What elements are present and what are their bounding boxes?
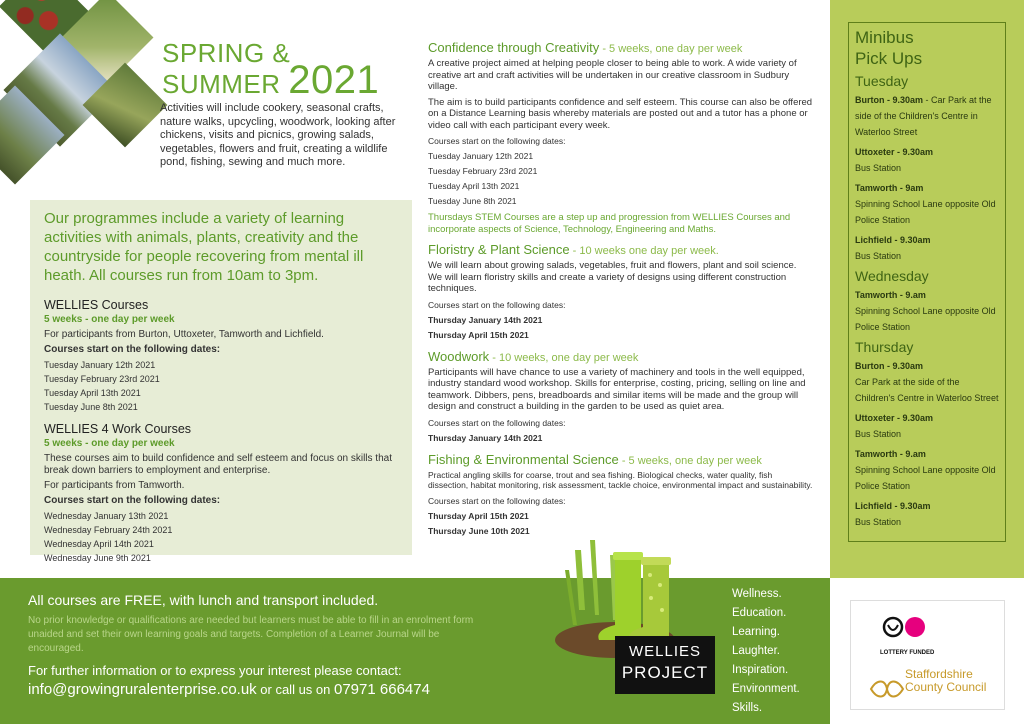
course-body: We will learn about growing salads, vegetables, fruit and flowers, plant and soil science. We will learn floristry skills and create a variety of designs using different construction techniques. bbox=[428, 260, 797, 294]
work-dates-head: Courses start on the following dates: bbox=[44, 495, 221, 506]
pickup-stop: Lichfield - 9.30am Bus Station bbox=[855, 235, 931, 261]
title-line1: SPRING & bbox=[162, 38, 291, 68]
work-desc: These courses aim to build confidence and self esteem and focus on skills that break down barriers to employment and enterprise. bbox=[44, 453, 392, 476]
stem-note: Thursdays STEM Courses are a step up and progression from WELLIES Courses and incorporate aspects of Science, Technology, Engineering and Maths. bbox=[428, 212, 791, 235]
course-name: Fishing & Environmental Science bbox=[428, 451, 619, 467]
date-item: Wednesday June 9th 2021 bbox=[44, 553, 151, 563]
wellies-desc: For participants from Burton, Uttoxeter, Tamworth and Lichfield. bbox=[44, 329, 324, 340]
lottery-logo-icon bbox=[851, 601, 1006, 711]
course-body: A creative project aimed at helping people closer to being able to work. A wide variety of creative art and craft activities will be undertaken in our creative classroom in Sudbury village. bbox=[428, 58, 797, 92]
date-item: Tuesday June 8th 2021 bbox=[428, 196, 517, 206]
wellies-title: WELLIES Courses bbox=[44, 298, 149, 312]
date-item: Thursday January 14th 2021 bbox=[428, 314, 543, 325]
programmes-box bbox=[30, 200, 412, 563]
logo-line1: WELLIES bbox=[628, 643, 702, 660]
date-item: Tuesday June 8th 2021 bbox=[44, 402, 138, 412]
course-sub: - 5 weeks, one day per week bbox=[618, 454, 762, 467]
acrostic-item: Learning. bbox=[732, 626, 780, 638]
day-heading: Wednesday bbox=[855, 268, 929, 284]
title-line2: SUMMER bbox=[162, 69, 281, 99]
course-fishing bbox=[428, 452, 813, 539]
wellies-acrostic bbox=[732, 585, 800, 718]
day-heading: Tuesday bbox=[855, 73, 909, 89]
course-sub: - 10 weeks one day per week. bbox=[569, 245, 719, 257]
lottery-funded-label: LOTTERY FUNDED bbox=[880, 650, 935, 656]
pickup-stop: Burton - 9.30am - Car Park at the side of the Children's Centre in Waterloo Street bbox=[855, 95, 992, 137]
courses-column bbox=[428, 40, 813, 545]
page-title bbox=[162, 38, 412, 102]
pickup-stop: Tamworth - 9.am Spinning School Lane opposite Old Police Station bbox=[855, 449, 996, 491]
call-text: or call us on bbox=[256, 682, 334, 697]
dates-head: Courses start on the following dates: bbox=[428, 299, 566, 310]
pickup-stop: Burton - 9.30am Car Park at the side of the Children's Centre in Waterloo Street bbox=[855, 361, 999, 403]
wellies-dates-head: Courses start on the following dates: bbox=[44, 344, 221, 355]
acrostic-item: Environment. bbox=[732, 683, 800, 695]
minibus-pickups bbox=[848, 22, 1006, 542]
day-heading: Thursday bbox=[855, 339, 914, 355]
wellies-project-logo bbox=[615, 636, 715, 694]
course-body: The aim is to build participants confidence and self esteem. This course can also be offered on a Distance Learning basis whereby materials are posted out and a tutor has a phone or video call with each participant every week. bbox=[428, 96, 813, 131]
date-item: Thursday January 14th 2021 bbox=[428, 432, 543, 443]
course-name: Woodwork bbox=[428, 348, 490, 364]
date-item: Tuesday February 23rd 2021 bbox=[428, 166, 538, 176]
date-item: Wednesday February 24th 2021 bbox=[44, 525, 173, 535]
minibus-title-1: Minibus bbox=[855, 28, 914, 47]
course-sub: - 5 weeks, one day per week bbox=[599, 43, 743, 55]
work-desc2: For participants from Tamworth. bbox=[44, 480, 185, 491]
dates-head: Courses start on the following dates: bbox=[428, 136, 566, 146]
contact-line bbox=[28, 681, 430, 698]
programmes-lead: Our programmes include a variety of learning activities with animals, plants, creativity and the countryside for people recovering from mental ill heath. All courses run from 10am to 3pm. bbox=[44, 210, 364, 284]
contact-prompt: For further information or to express your interest please contact: bbox=[28, 663, 402, 678]
minibus-title-2: Pick Ups bbox=[855, 49, 923, 68]
course-name: Confidence through Creativity bbox=[428, 40, 600, 55]
pickup-stop: Uttoxeter - 9.30am Bus Station bbox=[855, 413, 934, 439]
course-sub: - 10 weeks, one day per week bbox=[489, 351, 639, 364]
date-item: Tuesday February 23rd 2021 bbox=[44, 374, 160, 384]
course-body: Practical angling skills for coarse, trout and sea fishing. Biological checks, water quality, fish dissection, habitat monitoring, risk assessment, tackle choice, environmental impact and sustainability. bbox=[428, 469, 813, 490]
staffs-line1: Staffordshire bbox=[905, 667, 973, 681]
acrostic-item: Inspiration. bbox=[732, 664, 789, 676]
date-item: Thursday June 10th 2021 bbox=[428, 525, 530, 536]
date-item: Tuesday April 13th 2021 bbox=[44, 388, 141, 398]
dates-head: Courses start on the following dates: bbox=[428, 495, 566, 506]
date-item: Thursday April 15th 2021 bbox=[428, 510, 529, 521]
pickup-stop: Uttoxeter - 9.30am Bus Station bbox=[855, 147, 934, 173]
course-creativity bbox=[428, 40, 813, 235]
date-item: Wednesday April 14th 2021 bbox=[44, 539, 154, 549]
work-sub: 5 weeks - one day per week bbox=[44, 438, 175, 449]
pickup-stop: Lichfield - 9.30am Bus Station bbox=[855, 501, 931, 527]
phone-number[interactable]: 07971 666474 bbox=[334, 681, 430, 698]
dates-head: Courses start on the following dates: bbox=[428, 417, 566, 428]
date-item: Tuesday January 12th 2021 bbox=[44, 360, 156, 370]
pickup-stop: Tamworth - 9.am Spinning School Lane opposite Old Police Station bbox=[855, 290, 996, 332]
free-statement: All courses are FREE, with lunch and transport included. bbox=[28, 592, 379, 608]
course-woodwork bbox=[428, 349, 813, 446]
photo-collage bbox=[0, 0, 160, 185]
intro-text: Activities will include cookery, seasonal crafts, nature walks, upcycling, woodwork, looking after chickens, visits and picnics, growing salads, vegetables, flowers and fruit, creating a wildlife pond, fishing, sewing and much more. bbox=[160, 102, 396, 168]
acrostic-item: Wellness. bbox=[732, 588, 782, 600]
course-name: Floristry & Plant Science bbox=[428, 242, 570, 257]
requirements-text: No prior knowledge or qualifications are needed but learners must be able to fill in an enrolment form unaided and set their own learning goals and targets. Completion of a Learner Journal will be encouraged. bbox=[28, 615, 474, 654]
date-item: Tuesday January 12th 2021 bbox=[428, 151, 534, 161]
date-item: Thursday April 15th 2021 bbox=[428, 329, 529, 340]
staffordshire-cc-logo bbox=[905, 668, 986, 694]
acrostic-item: Laughter. bbox=[732, 645, 780, 657]
course-floristry bbox=[428, 242, 813, 343]
work-title: WELLIES 4 Work Courses bbox=[44, 422, 192, 436]
acrostic-item: Skills. bbox=[732, 702, 763, 714]
acrostic-item: Education. bbox=[732, 607, 787, 619]
logo-line2: PROJECT bbox=[621, 663, 709, 682]
course-body: Participants will have chance to use a variety of machinery and tools in the well equipped, industry standard wood workshop. Skills for enterprise, costing, pricing, selling on line and teamwork. Dibbers, pens, breadboards and similar items will be made and the group will design and construct a building in the garden to be used as quiet area. bbox=[428, 366, 806, 412]
wellies-sub: 5 weeks - one day per week bbox=[44, 314, 175, 325]
title-year: 2021 bbox=[288, 58, 380, 102]
date-item: Tuesday April 13th 2021 bbox=[428, 181, 520, 191]
staffs-line2: County Council bbox=[905, 680, 987, 694]
email-link[interactable]: info@growingruralenterprise.co.uk bbox=[28, 681, 257, 698]
pickup-stop: Tamworth - 9am Spinning School Lane opposite Old Police Station bbox=[855, 183, 996, 225]
date-item: Wednesday January 13th 2021 bbox=[44, 511, 169, 521]
